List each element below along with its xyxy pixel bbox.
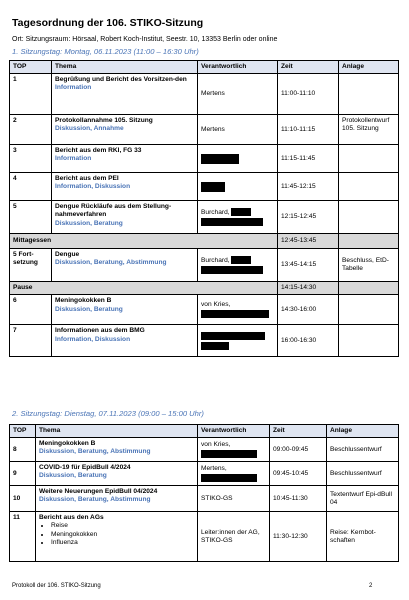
page-number: 2 — [369, 583, 373, 589]
thema-title: Meningokokken B — [55, 297, 112, 305]
zeit-cell: 09:00-09:45 — [270, 438, 327, 462]
thema-title: Protokollannahme 105. Sitzung — [55, 117, 153, 125]
header-zeit: Zeit — [270, 425, 327, 438]
redaction-block — [201, 474, 257, 482]
verantwortlich-name: Burchard, — [201, 208, 230, 216]
top-cell: 10 — [10, 486, 36, 512]
table-row-break — [10, 282, 399, 295]
anlage-cell — [339, 173, 399, 201]
redaction-block — [201, 310, 269, 318]
thema-title: Dengue — [55, 251, 80, 259]
top-cell: 4 — [10, 173, 52, 201]
anlage-cell: Protokollentwurf 105. Sitzung — [339, 115, 399, 145]
thema-cell — [36, 438, 198, 462]
thema-title: Informationen aus dem BMG — [55, 327, 145, 335]
verantwortlich-cell — [198, 438, 270, 462]
list-item: • Meningokokken — [51, 531, 194, 539]
thema-cell — [52, 325, 198, 357]
thema-cell — [52, 145, 198, 173]
verantwortlich-name: von Kries, — [201, 301, 231, 309]
verantwortlich-cell: Mertens — [198, 115, 278, 145]
zeit-cell: 12:15-12:45 — [278, 201, 339, 234]
top-cell: 1 — [10, 74, 52, 115]
list-item: • Influenza — [51, 539, 194, 547]
table-row — [10, 486, 399, 512]
zeit-cell: 11:15-11:45 — [278, 145, 339, 173]
agenda-table-day2 — [9, 424, 399, 562]
top-cell: 7 — [10, 325, 52, 357]
verantwortlich-name: von Kries, — [201, 440, 231, 448]
redaction-block — [201, 266, 263, 274]
table-row — [10, 325, 399, 357]
thema-title: Bericht aus dem RKI, FG 33 — [55, 147, 142, 155]
verantwortlich-cell — [198, 173, 278, 201]
thema-sub: Information, Diskussion — [55, 183, 131, 191]
verantwortlich-cell — [198, 325, 278, 357]
table-header-row — [10, 61, 399, 74]
redaction-block — [201, 218, 263, 226]
location-line: Ort: Sitzungsraum: Hörsaal, Robert Koch-Institut, Seestr. 10, 13353 Berlin oder online — [12, 36, 278, 43]
table-row — [10, 462, 399, 486]
anlage-cell: Beschlussentwurf — [327, 438, 399, 462]
table-row — [10, 512, 399, 562]
verantwortlich-cell — [198, 145, 278, 173]
anlage-cell — [339, 74, 399, 115]
anlage-cell: Reise: Kernbot-schaften — [327, 512, 399, 562]
thema-sub: Diskussion, Beratung — [55, 219, 123, 227]
thema-title: Meningokokken B — [39, 440, 96, 448]
header-anlage: Anlage — [327, 425, 399, 438]
thema-cell — [52, 173, 198, 201]
zeit-cell: 10:45-11:30 — [270, 486, 327, 512]
thema-sub: Information — [55, 155, 92, 163]
verantwortlich-cell: Mertens — [198, 74, 278, 115]
table-row — [10, 115, 399, 145]
verantwortlich-cell — [198, 201, 278, 234]
header-verantwortlich: Verantwortlich — [198, 61, 278, 74]
thema-cell — [52, 249, 198, 282]
zeit-cell: 09:45-10:45 — [270, 462, 327, 486]
table-header-row — [10, 425, 399, 438]
top-cell: 8 — [10, 438, 36, 462]
top-cell: 11 — [10, 512, 36, 562]
thema-sub: Diskussion, Beratung, Abstimmung — [39, 448, 151, 456]
anlage-cell — [339, 145, 399, 173]
header-zeit: Zeit — [278, 61, 339, 74]
thema-title: Bericht aus dem PEI — [55, 175, 119, 183]
thema-title: COVID-19 für EpidBull 4/2024 — [39, 464, 131, 472]
header-anlage: Anlage — [339, 61, 399, 74]
ag-list — [39, 522, 194, 547]
table-row — [10, 201, 399, 234]
thema-sub: Information, Diskussion — [55, 335, 131, 343]
anlage-cell: Textentwurf Epi-dBull 04 — [327, 486, 399, 512]
header-top: TOP — [10, 425, 36, 438]
agenda-table-day1 — [9, 60, 399, 357]
break-empty — [339, 282, 399, 295]
table-row — [10, 145, 399, 173]
day2-heading: 2. Sitzungstag: Dienstag, 07.11.2023 (09:00 – 15:00 Uhr) — [12, 409, 204, 418]
table-row — [10, 74, 399, 115]
redaction-block — [201, 450, 257, 458]
thema-cell — [36, 462, 198, 486]
redaction-block — [231, 256, 251, 264]
top-cell: 6 — [10, 295, 52, 325]
thema-cell — [52, 115, 198, 145]
header-thema: Thema — [36, 425, 198, 438]
top-cell: 9 — [10, 462, 36, 486]
thema-title: Begrüßung und Bericht des Vorsitzen-den — [55, 76, 187, 84]
top-cell: 5 — [10, 201, 52, 234]
thema-title: Weitere Neuerungen EpidBull 04/2024 — [39, 488, 158, 496]
zeit-cell: 14:30-16:00 — [278, 295, 339, 325]
top-cell: 5 Fort-setzung — [10, 249, 52, 282]
table-row — [10, 249, 399, 282]
thema-sub: Information — [55, 84, 92, 92]
verantwortlich-cell: STIKO-GS — [198, 486, 270, 512]
break-time: 14:15-14:30 — [278, 282, 339, 295]
verantwortlich-name: Mertens, — [201, 464, 227, 472]
header-top: TOP — [10, 61, 52, 74]
zeit-cell: 11:45-12:15 — [278, 173, 339, 201]
header-thema: Thema — [52, 61, 198, 74]
thema-cell — [52, 74, 198, 115]
verantwortlich-cell — [198, 249, 278, 282]
table-row-break — [10, 234, 399, 249]
table-row — [10, 295, 399, 325]
anlage-cell: Beschluss, EtD-Tabelle — [339, 249, 399, 282]
verantwortlich-name: Burchard, — [201, 256, 230, 264]
table-row — [10, 438, 399, 462]
thema-cell — [36, 486, 198, 512]
zeit-cell: 11:30-12:30 — [270, 512, 327, 562]
verantwortlich-cell — [198, 462, 270, 486]
day1-heading: 1. Sitzungstag: Montag, 06.11.2023 (11:00 – 16:30 Uhr) — [12, 47, 199, 56]
page-title: Tagesordnung der 106. STIKO-Sitzung — [12, 17, 204, 29]
thema-title: Dengue Rückläufe aus dem Stellung-nahmeverfahren — [55, 203, 172, 219]
top-cell: 3 — [10, 145, 52, 173]
break-label: Pause — [10, 282, 278, 295]
list-item: • Reise — [51, 522, 194, 530]
anlage-cell: Beschlussentwurf — [327, 462, 399, 486]
redaction-block — [231, 208, 251, 216]
redaction-block — [201, 154, 239, 164]
thema-cell — [52, 201, 198, 234]
footer-text: Protokoll der 106. STIKO-Sitzung — [12, 583, 101, 589]
thema-sub: Diskussion, Beratung — [55, 305, 123, 313]
thema-sub: Diskussion, Annahme — [55, 125, 124, 133]
break-label: Mittagessen — [10, 234, 278, 249]
break-empty — [339, 234, 399, 249]
thema-sub: Diskussion, Beratung — [39, 472, 107, 480]
zeit-cell: 11:00-11:10 — [278, 74, 339, 115]
anlage-cell — [339, 201, 399, 234]
top-cell: 2 — [10, 115, 52, 145]
table-row — [10, 173, 399, 201]
break-time: 12:45-13:45 — [278, 234, 339, 249]
zeit-cell: 13:45-14:15 — [278, 249, 339, 282]
zeit-cell: 11:10-11:15 — [278, 115, 339, 145]
thema-sub: Diskussion, Beratung, Abstimmung — [55, 259, 167, 267]
anlage-cell — [339, 295, 399, 325]
thema-sub: Diskussion, Beratung, Abstimmung — [39, 496, 151, 504]
thema-title: Bericht aus den AGs — [39, 514, 104, 522]
header-verantwortlich: Verantwortlich — [198, 425, 270, 438]
redaction-block — [201, 332, 265, 340]
redaction-block — [201, 342, 229, 350]
verantwortlich-cell: Leiter:innen der AG, STIKO-GS — [198, 512, 270, 562]
anlage-cell — [339, 325, 399, 357]
thema-cell — [52, 295, 198, 325]
redaction-block — [201, 182, 225, 192]
zeit-cell: 16:00-16:30 — [278, 325, 339, 357]
thema-cell — [36, 512, 198, 562]
verantwortlich-cell — [198, 295, 278, 325]
